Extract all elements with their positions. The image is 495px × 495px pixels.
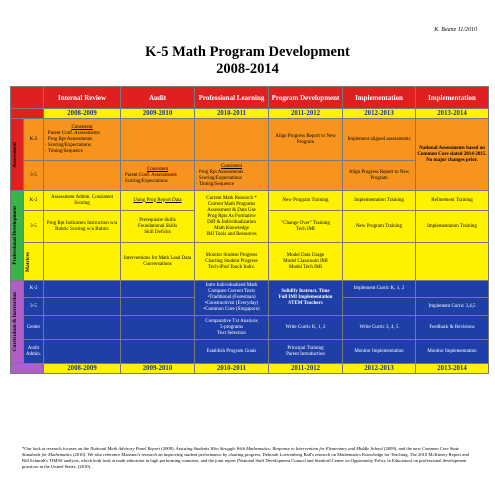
assessment-35-impl1: Align Progress Report to New Program	[343, 161, 416, 191]
row-label-k2: K-2	[24, 281, 44, 298]
empty-cell	[121, 119, 195, 161]
pd-k2-internal: Assessment Admin. Consistent Scoring	[44, 191, 121, 211]
footnote-text: (2010). We also reference Marzano's research on improving student performance by charting progress, Deborah Loewenberg Ball's research on Mathematics Knowledge for Teaching, The 2010 McKinsey Report and Bill Schmidt's TIMSS analysis, which both look at math education in high performing countries, and the joint report (National Staff Development Council and Stanford Center on Opportunity Policy in Education) on professional development practices in the United States. (2010).	[22, 452, 469, 469]
ci-audit-row	[11, 340, 489, 364]
header-implementation-2: Implementation	[416, 87, 489, 109]
section-curriculum-instruction: Curriculum & Instruction	[11, 281, 24, 364]
footnote-text: (2009), and the new	[382, 446, 422, 451]
ci-pl-block: Intro Individualized Math Compare Current Texts •Traditional (Foresman) •Constructivist (Everyday) •Common Core (Singapore)	[195, 281, 269, 316]
ci-centers-pl: Comparative Txt Analysis 5-programs Text Selection	[195, 316, 269, 340]
footnote-title: Assisting Students Who Struggle With Mathematics: Response to Intervention for Elementary and Middle School	[175, 446, 383, 451]
year-cell: 2011-2012	[269, 109, 343, 119]
assessment-k2-program: Align Progress Report to New Program	[269, 119, 343, 161]
empty-cell	[44, 316, 121, 340]
header-professional-learning: Professional Learning	[195, 87, 269, 109]
empty-cell	[121, 281, 195, 298]
ci-k2-row	[11, 281, 489, 298]
assessment-list: · Parent Conf. Assessments · Scoring/Expectations	[122, 172, 177, 184]
assessment-k2-internal	[44, 119, 121, 161]
footnote-title: Common Core State Standards for Mathematics	[22, 446, 460, 457]
ci-centers-impl1: Write Curric 3, 4, 5	[343, 316, 416, 340]
pd-matrices-row	[11, 243, 489, 281]
empty-cell	[121, 316, 195, 340]
year-cell: 2013-2014	[416, 364, 489, 374]
pd-k2-row	[11, 191, 489, 211]
ci-centers-impl2: Feedback & Revisions	[416, 316, 489, 340]
pd-35-impl1: New Program Training	[343, 211, 416, 243]
empty-cell	[44, 161, 121, 191]
pd-35-program: "Change Over" Training Tech IMI	[269, 211, 343, 243]
assessment-list: · Prog Rpt Assessments · Scoring/Expectations · Timing/Sequence	[196, 169, 244, 187]
title-line-1: K-5 Math Program Development	[145, 44, 350, 60]
empty-cell	[44, 281, 121, 298]
year-row-bottom	[11, 364, 489, 374]
empty-cell	[343, 243, 416, 281]
assessment-list: · Parent Conf. Assessments · Prog Rpt Assessments · Scoring/Expectations · Timing/Sequence	[45, 130, 100, 154]
ci-program-block: Solidify Instruct. Time Full IMI Implementation STEM Teachers	[269, 281, 343, 316]
consistent-heading: Consistent	[220, 163, 243, 169]
program-timeline-table	[10, 86, 489, 374]
ci-audit-impl1: Monitor Implementation	[343, 340, 416, 364]
year-corner	[11, 109, 44, 119]
year-corner	[11, 364, 44, 374]
footnote	[22, 446, 474, 470]
ci-35-impl2: Implement Curric 3,4,5	[416, 298, 489, 316]
title-line-2: 2008-2014	[216, 61, 279, 77]
empty-cell	[44, 298, 121, 316]
pd-35-internal: Prog Rpt Indicators Instruction w/a Rubric Scoring w/a Rubric	[44, 211, 121, 243]
header-implementation-1: Implementation	[343, 87, 416, 109]
empty-cell	[416, 243, 489, 281]
assessment-35-audit	[121, 161, 195, 191]
pd-k2-program: New Program Training	[269, 191, 343, 211]
section-assessment: Assessment	[11, 119, 24, 191]
assessment-impl2-note: National Assessments based on Common Core slated 2014-2015. No major changes prior.	[416, 119, 489, 191]
author-note: K. Beane 11/2010	[434, 27, 477, 33]
year-cell: 2012-2013	[343, 364, 416, 374]
empty-cell	[269, 161, 343, 191]
row-label-35: 3-5	[24, 161, 44, 191]
pd-matrices-program: Model Data Usage Model Classroom IMI Model Tech IMI	[269, 243, 343, 281]
empty-cell	[44, 243, 121, 281]
ci-centers-program: Write Curric K, 1, 2	[269, 316, 343, 340]
empty-cell	[121, 340, 195, 364]
row-label-audit-admin: Audit Admin.	[24, 340, 44, 364]
ci-centers-row	[11, 316, 489, 340]
pd-pl-block: Current Math Research * Current Math Programs Assessment & Data Use Prog Rpts As Formative Diff & Individualization Math Knowledge IMI Tools and Resources	[195, 191, 269, 243]
row-label-35: 3-5	[24, 298, 44, 316]
header-audit: Audit	[121, 87, 195, 109]
assessment-35-pl	[195, 161, 269, 191]
pd-matrices-pl: Monitor Student Progress Charting Student Progress Tech-iPod Touch Indiv.	[195, 243, 269, 281]
year-cell: 2013-2014	[416, 109, 489, 119]
empty-cell	[121, 298, 195, 316]
row-label-k2: K-2	[24, 119, 44, 161]
consistent-heading: Consistent	[71, 124, 93, 130]
section-professional-development: Professional Development	[11, 191, 24, 281]
ci-audit-pl: Establish Program Goals	[195, 340, 269, 364]
empty-cell	[343, 298, 416, 316]
footnote-title: National Math Advisory Panel Report	[90, 446, 161, 451]
empty-cell	[44, 340, 121, 364]
row-label-matrices: Matrices	[24, 243, 44, 281]
year-cell: 2011-2012	[269, 364, 343, 374]
pd-k2-impl1: Implementation Training	[343, 191, 416, 211]
consistent-heading: Consistent	[146, 166, 169, 172]
year-row-top	[11, 109, 489, 119]
pd-35-impl2: Implementation Training	[416, 211, 489, 243]
year-cell: 2012-2013	[343, 109, 416, 119]
assessment-k2-impl1: Implement aligned assessments	[343, 119, 416, 161]
empty-cell	[416, 281, 489, 298]
row-label-35: 3-5	[24, 211, 44, 243]
ci-audit-impl2: Monitor Implementation	[416, 340, 489, 364]
empty-cell	[195, 119, 269, 161]
header-internal-review: Internal Review	[44, 87, 121, 109]
pd-k2-impl2: Refinement Training	[416, 191, 489, 211]
year-cell: 2008-2009	[44, 364, 121, 374]
year-cell: 2008-2009	[44, 109, 121, 119]
footnote-text: *Our look at research focuses on the	[22, 446, 91, 451]
year-cell: 2010-2011	[195, 364, 269, 374]
header-program-development: Program Development	[269, 87, 343, 109]
pd-35-audit: Prerequisite Skills Foundational Skills Skill Deficits	[121, 211, 195, 243]
row-label-k2: K-2	[24, 191, 44, 211]
page-title	[0, 44, 495, 78]
year-cell: 2009-2010	[121, 109, 195, 119]
year-cell: 2009-2010	[121, 364, 195, 374]
phase-header-row	[11, 87, 489, 109]
ci-k2-impl1: Implement Curric K, 1, 2	[343, 281, 416, 298]
year-cell: 2010-2011	[195, 109, 269, 119]
pd-k2-audit: Using Prog Report Data	[121, 191, 195, 211]
footnote-text: (2008),	[160, 446, 176, 451]
assessment-k2-row	[11, 119, 489, 161]
row-label-centers: Center	[24, 316, 44, 340]
ci-audit-program: Principal Training Parent Introduction	[269, 340, 343, 364]
header-corner	[11, 87, 44, 109]
pd-matrices-audit: Interventions for Math Lead Data Conversations	[121, 243, 195, 281]
